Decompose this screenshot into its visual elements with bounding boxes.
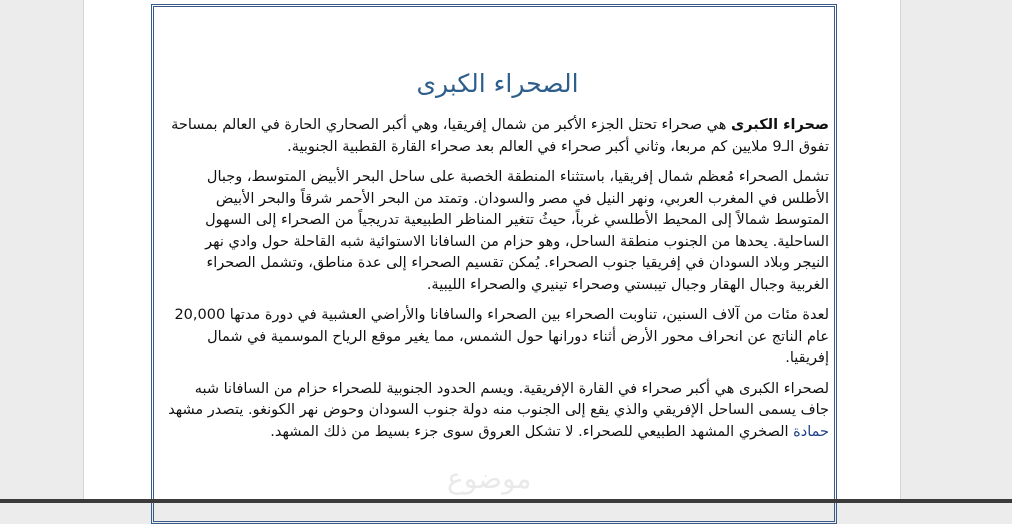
intro-text: هي صحراء تحتل الجزء الأكبر من شمال إفريقيا، وهي أكبر الصحاري الحارة في العالم بمساحة تفوق الـ9 ملايين كم مربعا، وثاني أكبر صحراء في العالم بعد صحراء القارة القطبية الجنوبية. (171, 117, 829, 155)
hamada-link[interactable]: حمادة (793, 424, 829, 440)
paragraph-climate: لعدة مئات من آلاف السنين، تناوبت الصحراء بين الصحراء والسافانا والأراضي العشبية في دورة مدتها 20,000 عام الناتج عن انحراف محور الأرض أثناء دورانها حول الشمس، مما يغير موقع الرياح الموسمية في شمال إفريقيا. (166, 305, 829, 370)
article-frame (151, 4, 837, 524)
article-content (166, 7, 829, 452)
document-page (83, 0, 901, 503)
bold-term: صحراء الكبرى (731, 117, 829, 133)
article-title: الصحراء الكبرى (166, 67, 829, 101)
paragraph-intro (166, 115, 829, 158)
bottom-edge-bar (0, 499, 1012, 503)
site-watermark: موضوع (447, 462, 531, 495)
borders-text-start: لصحراء الكبرى هي أكبر صحراء في القارة الإفريقية. ويسم الحدود الجنوبية للصحراء حزام من السافانا شبه جاف يسمى الساحل الإفريقي والذي يقع إلى الجنوب منه دولة جنوب السودان وحوض نهر الكونغو. يتصدر مشهد (168, 381, 829, 419)
borders-text-end: الصخري المشهد الطبيعي للصحراء. لا تشكل العروق سوى جزء بسيط من ذلك المشهد. (270, 424, 793, 440)
paragraph-borders (166, 379, 829, 444)
paragraph-geography: تشمل الصحراء مُعظم شمال إفريقيا، باستثناء المنطقة الخصبة على ساحل البحر الأبيض المتوسط، وجبال الأطلس في المغرب العربي، ونهر النيل في مصر والسودان. وتمتد من البحر الأحمر شرقاً والبحر الأبيض المتوسط شمالاً إلى المحيط الأطلسي غرباً، حيثُ تتغير المناظر الطبيعية تدريجياً من الصحراء إلى السهول الساحلية. يحدها من الجنوب منطقة الساحل، وهو حزام من السافانا الاستوائية شبه القاحلة حول وادي نهر النيجر وبلاد السودان في إفريقيا جنوب الصحراء. يُمكن تقسيم الصحراء إلى عدة مناطق، وتشمل الصحراء الغربية وجبال الهقار وجبال تيبستي وصحراء تينيري والصحراء الليبية. (166, 167, 829, 296)
